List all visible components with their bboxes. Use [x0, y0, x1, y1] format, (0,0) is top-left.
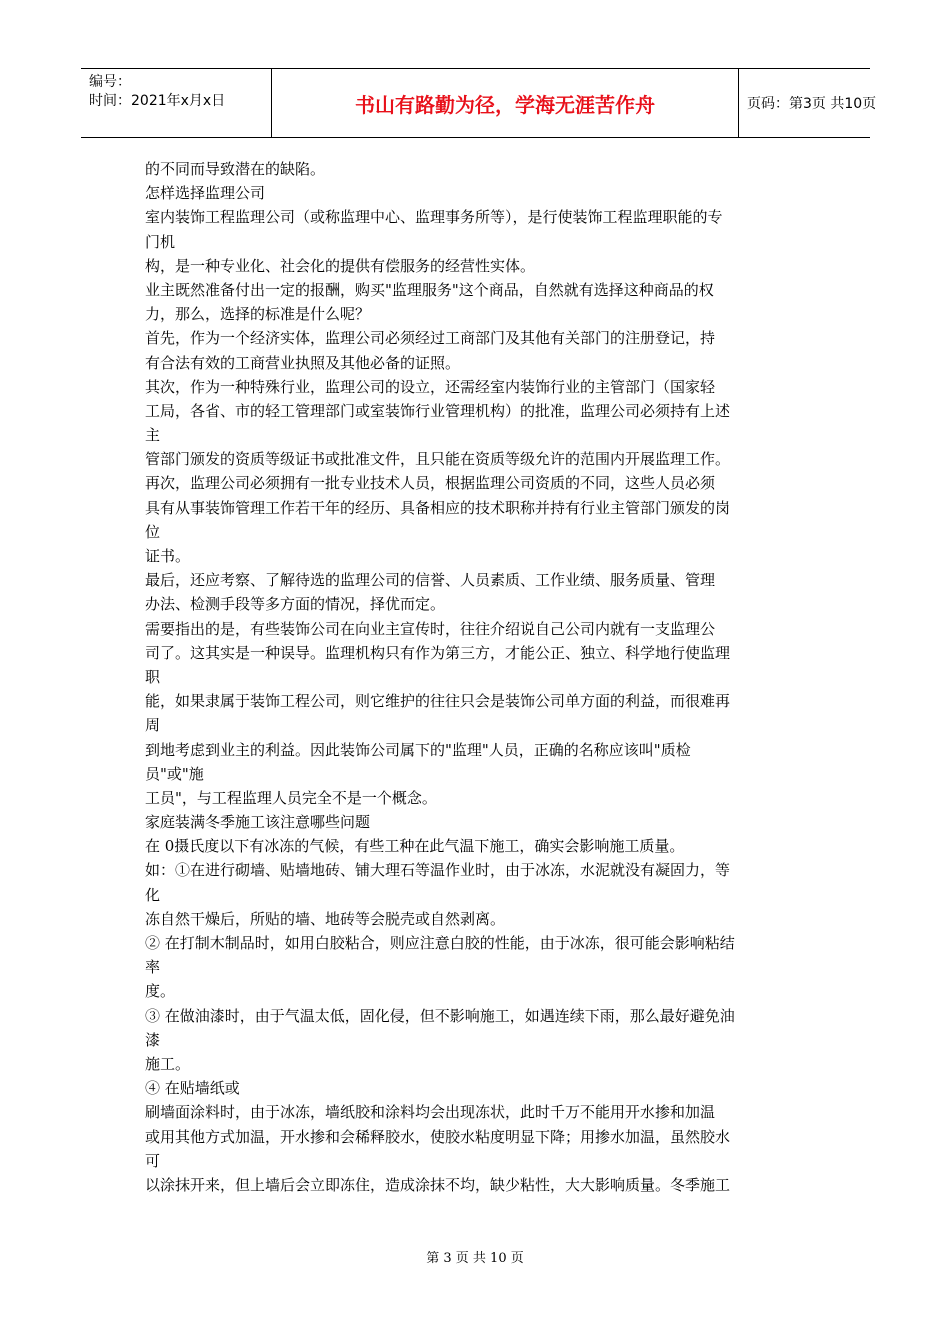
- body-line: 主: [145, 426, 161, 445]
- body-line: 员"或"施: [145, 764, 204, 783]
- body-line: 最后，还应考察、了解待选的监理公司的信誉、人员素质、工作业绩、服务质量、管理: [145, 571, 716, 590]
- body-line: 具有从事装饰管理工作若干年的经历、具备相应的技术职称并持有行业主管部门颁发的岗: [145, 498, 731, 517]
- body-line: 职: [145, 667, 161, 686]
- body-line: ② 在打制木制品时，如用白胶粘合，则应注意白胶的性能，由于冰冻，很可能会影响粘结: [145, 934, 735, 952]
- body-line: 再次，监理公司必须拥有一批专业技术人员，根据监理公司资质的不同，这些人员必须: [145, 474, 716, 493]
- body-line: 位: [145, 522, 161, 541]
- body-line: 怎样选择监理公司: [145, 184, 266, 203]
- body-line: 在 0摄氏度以下有冰冻的气候，有些工种在此气温下施工，确实会影响施工质量。: [145, 837, 685, 856]
- document-date: 时间：2021年x月x日: [89, 93, 226, 109]
- body-line: 家庭装满冬季施工该注意哪些问题: [145, 813, 371, 832]
- body-line: 司了。这其实是一种误导。监理机构只有作为第三方，才能公正、独立、科学地行使监理: [145, 643, 731, 662]
- body-line: 能，如果隶属于装饰工程公司，则它维护的往往只会是装饰公司单方面的利益，而很难再: [145, 692, 731, 711]
- body-line: 或用其他方式加温，开水掺和会稀释胶水，使胶水粘度明显下降；用掺水加温，虽然胶水: [145, 1127, 731, 1146]
- body-line: 可: [145, 1151, 161, 1170]
- body-line: 以涂抹开来，但上墙后会立即冻住，造成涂抹不均，缺少粘性，大大影响质量。冬季施工: [145, 1175, 731, 1194]
- body-line: 首先，作为一个经济实体，监理公司必须经过工商部门及其他有关部门的注册登记，持: [145, 329, 716, 348]
- body-line: 工员"，与工程监理人员完全不是一个概念。: [145, 788, 437, 807]
- body-line: 漆: [145, 1030, 161, 1049]
- document-number-label: 编号：: [89, 74, 131, 90]
- body-line: 室内装饰工程监理公司（或称监理中心、监理事务所等），是行使装饰工程监理职能的专: [145, 208, 723, 227]
- body-line: 工局，各省、市的轻工管理部门或室装饰行业管理机构）的批准，监理公司必须持有上述: [145, 401, 731, 420]
- body-line: 如：①在进行砌墙、贴墙地砖、铺大理石等温作业时，由于冰冻，水泥就没有凝固力，等: [145, 861, 731, 880]
- body-line: 力，那么，选择的标准是什么呢？: [145, 305, 371, 324]
- page-footer: 第 3 页 共 10 页: [426, 1251, 524, 1266]
- body-line: 证书。: [145, 547, 191, 565]
- body-line: 构，是一种专业化、社会化的提供有偿服务的经营性实体。: [145, 256, 536, 275]
- body-line: 度。: [145, 982, 176, 1001]
- body-line: 管部门颁发的资质等级证书或批准文件，且只能在资质等级允许的范围内开展监理工作。: [145, 450, 731, 469]
- body-line: 需要指出的是，有些装饰公司在向业主宣传时，往往介绍说自己公司内就有一支监理公: [145, 619, 716, 638]
- body-line: 周: [145, 716, 161, 735]
- body-line: 冻自然干燥后，所贴的墙、地砖等会脱壳或自然剥离。: [145, 909, 506, 928]
- body-line: 门机: [145, 232, 176, 251]
- body-line: 施工。: [145, 1054, 191, 1073]
- body-line: ③ 在做油漆时，由于气温太低，固化侵，但不影响施工，如遇连续下雨，那么最好避免油: [145, 1006, 735, 1025]
- body-line: 有合法有效的工商营业执照及其他必备的证照。: [145, 353, 461, 372]
- header-motto: 书山有路勤为径，学海无涯苦作舟: [271, 69, 739, 137]
- body-line: 业主既然准备付出一定的报酬，购买"监理服务"这个商品，自然就有选择这种商品的权: [145, 280, 714, 299]
- header-meta: [81, 69, 271, 137]
- body-line: 办法、检测手段等多方面的情况，择优而定。: [145, 595, 446, 614]
- body-line: 刷墙面涂料时，由于冰冻，墙纸胶和涂料均会出现冻状，此时千万不能用开水掺和加温: [145, 1103, 716, 1122]
- body-line: 到地考虑到业主的利益。因此装饰公司属下的"监理"人员，正确的名称应该叫"质检: [145, 740, 691, 759]
- body-line: 化: [145, 885, 161, 904]
- body-line: 率: [145, 958, 161, 977]
- page-header: [81, 68, 877, 138]
- body-line: 的不同而导致潜在的缺陷。: [145, 160, 326, 178]
- header-page-number: 页码：第3页 共10页: [747, 96, 877, 112]
- body-line: ④ 在贴墙纸或: [145, 1079, 240, 1098]
- body-line: 其次，作为一种特殊行业，监理公司的设立，还需经室内装饰行业的主管部门（国家轻: [145, 377, 716, 396]
- document-body: [145, 157, 815, 1197]
